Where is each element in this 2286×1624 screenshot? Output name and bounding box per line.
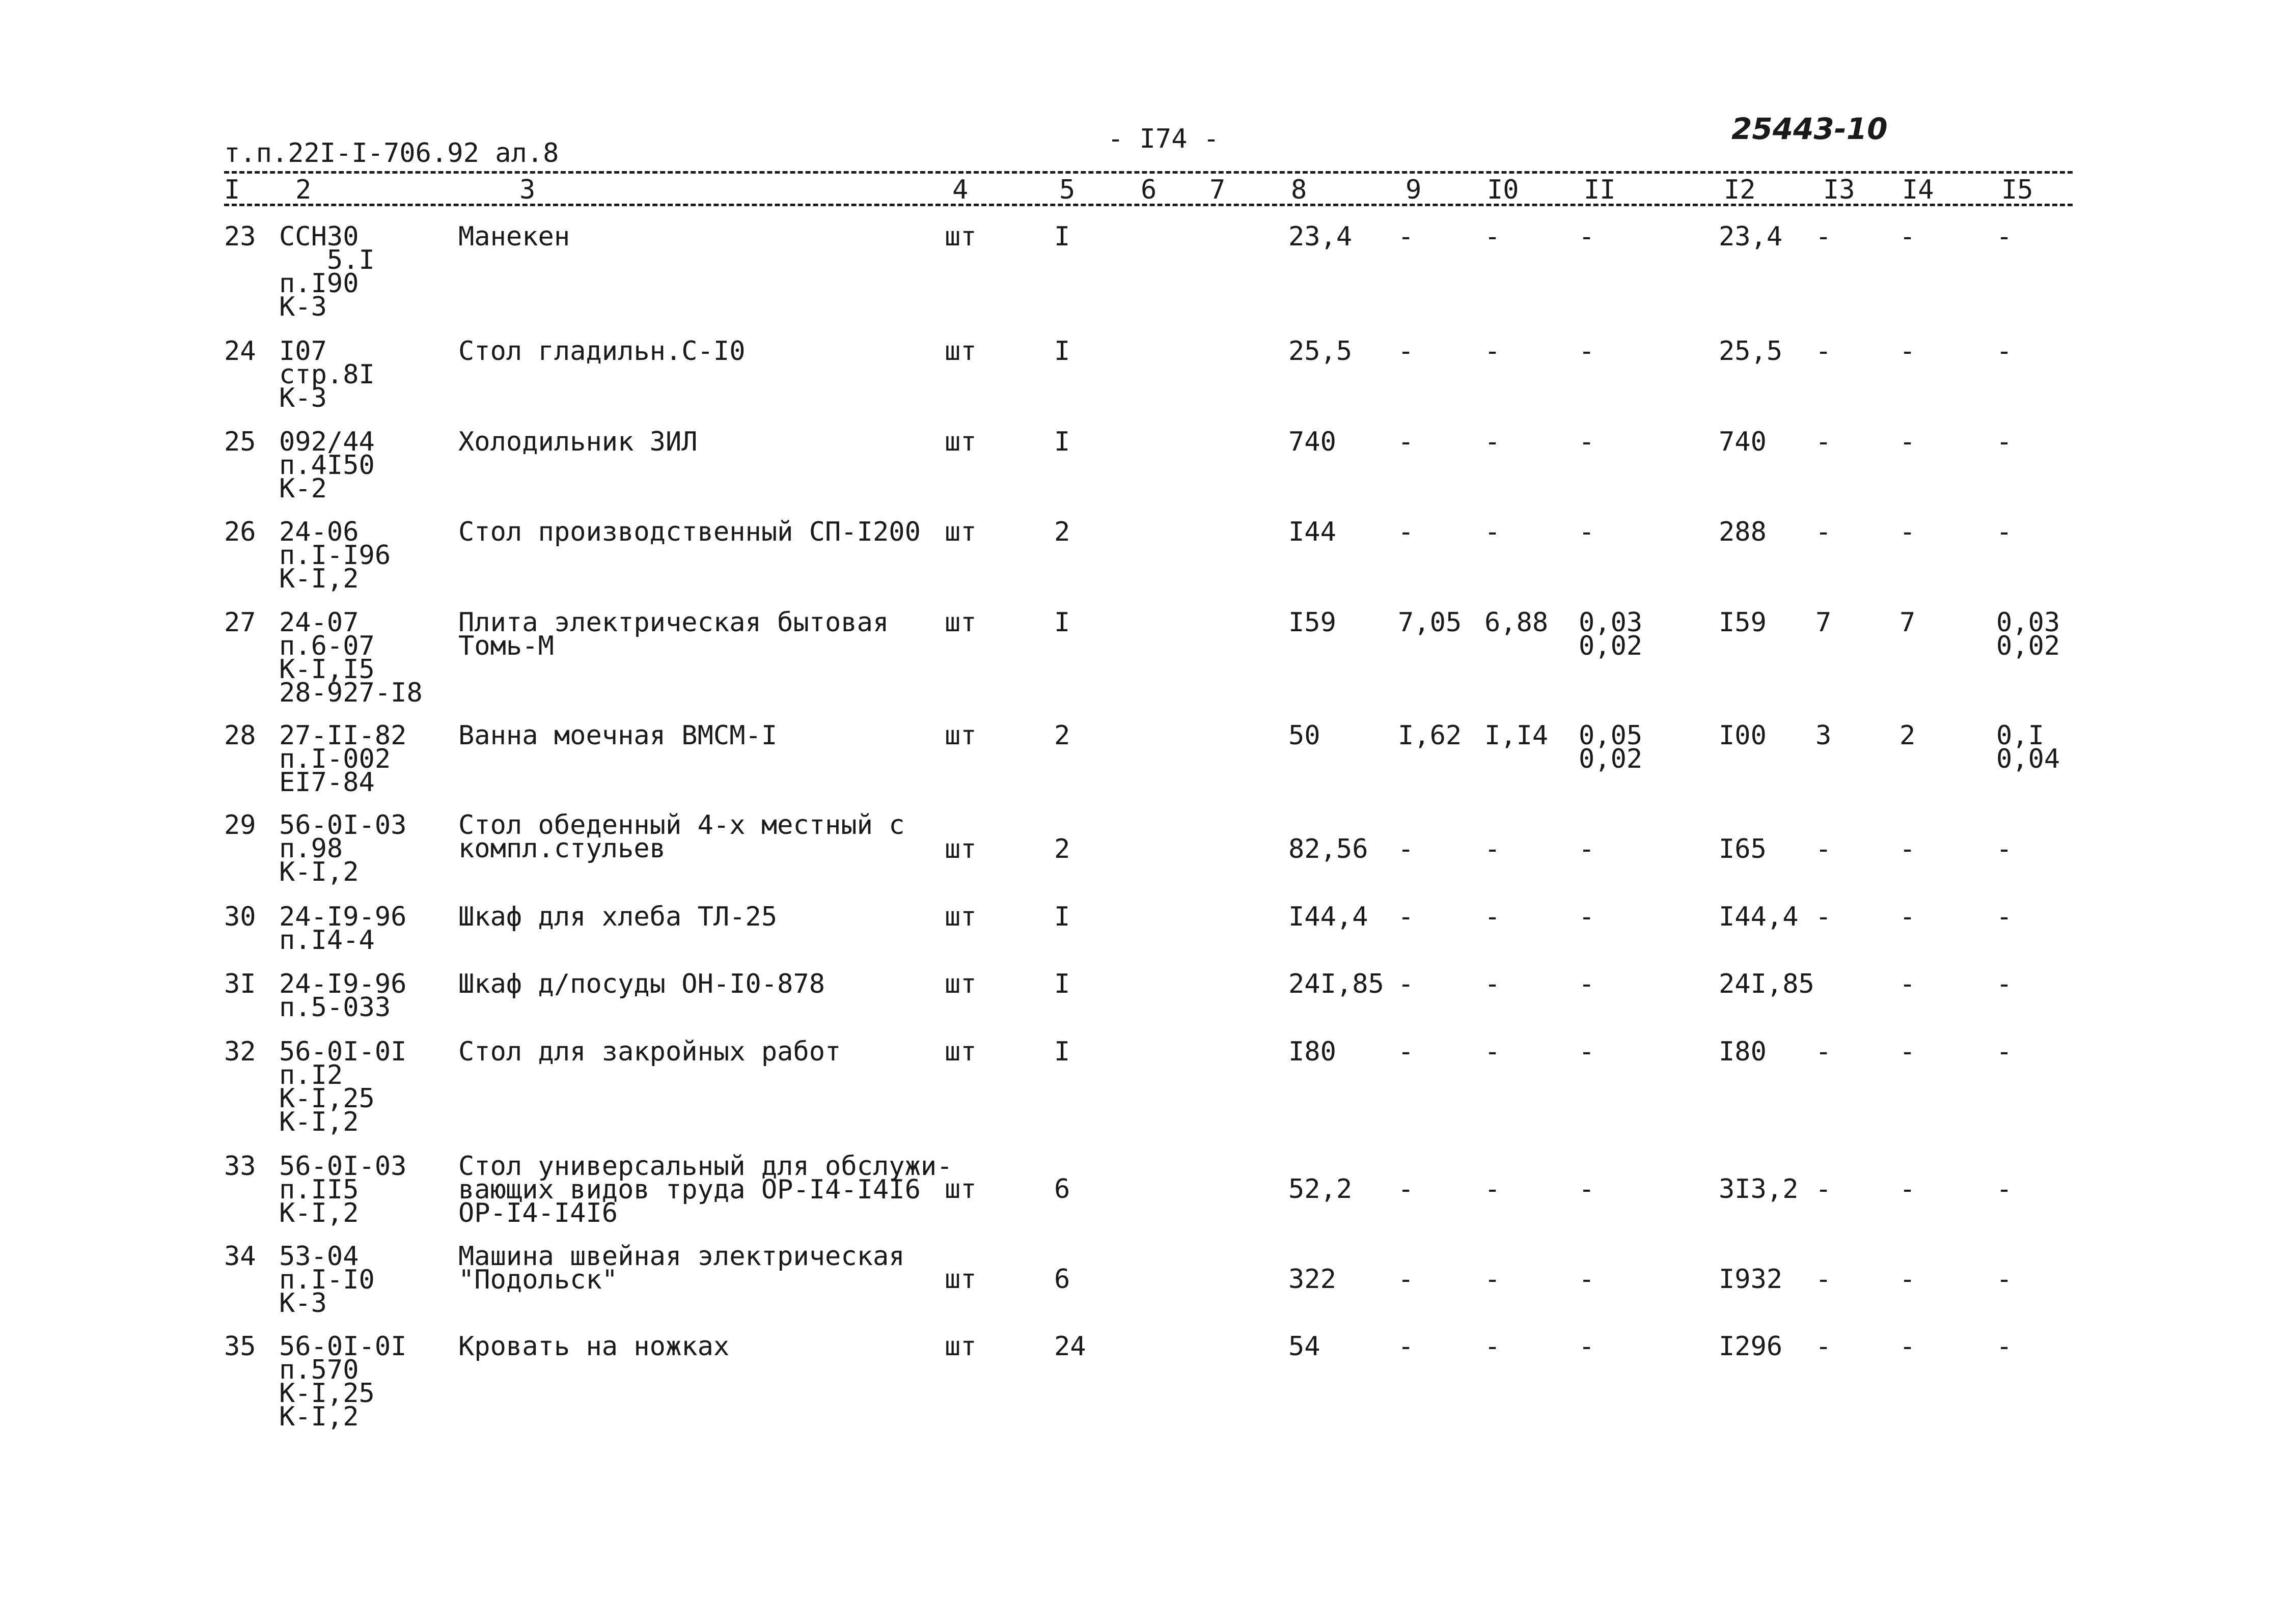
quantity: 2 [1054, 720, 1070, 751]
price-reference: 24-07 п.6-07 К-I,I5 28-927-I8 [279, 607, 423, 708]
col13-value: - [1815, 902, 1832, 932]
col13-value: - [1815, 1174, 1832, 1205]
col8-value: 322 [1288, 1264, 1336, 1295]
unit: шт [945, 1331, 977, 1362]
col12-value: I44,4 [1719, 902, 1799, 932]
col10-value: - [1484, 969, 1501, 999]
price-reference: I07 стр.8I К-3 [279, 336, 375, 413]
col8-value: I44 [1288, 517, 1336, 547]
price-reference: 56-0I-0I п.I2 К-I,25 К-I,2 [279, 1037, 407, 1137]
quantity: 6 [1054, 1174, 1070, 1205]
item-name: Кровать на ножках [458, 1331, 730, 1362]
col10-value: - [1484, 1037, 1501, 1067]
row-number: 30 [224, 902, 256, 932]
col14-value: - [1899, 1331, 1916, 1362]
col10-value: - [1484, 1174, 1501, 1205]
col10-value: - [1484, 221, 1501, 252]
item-name: Стол универсальный для обслужи- вающих видов труда ОР-I4-I4I6 ОР-I4-I4I6 [458, 1151, 953, 1228]
col12-value: 740 [1719, 427, 1767, 457]
col15-value: - [1996, 427, 2013, 457]
column-header: 4 [952, 175, 969, 205]
unit: шт [945, 427, 977, 457]
unit: шт [945, 1037, 977, 1067]
item-name: Стол для закройных работ [458, 1037, 841, 1067]
item-name: Стол производственный СП-I200 [458, 517, 921, 547]
unit: шт [945, 221, 977, 252]
price-reference: 56-0I-0I п.570 К-I,25 К-I,2 [279, 1331, 407, 1432]
col8-value: 24I,85 [1288, 969, 1384, 999]
col9-value: - [1398, 517, 1414, 547]
col14-value: 7 [1899, 607, 1916, 638]
row-number: 32 [224, 1037, 256, 1067]
item-name: Шкаф д/посуды ОН-I0-878 [458, 969, 825, 999]
col12-value: I932 [1719, 1264, 1783, 1295]
col9-value: - [1398, 336, 1414, 367]
col10-value: - [1484, 1264, 1501, 1295]
col12-value: I00 [1719, 720, 1767, 751]
document-code-reference: т.п.22I-I-706.92 ал.8 [224, 138, 559, 169]
col8-value: I80 [1288, 1037, 1336, 1067]
col12-value: 25,5 [1719, 336, 1783, 367]
price-reference: 24-I9-96 п.5-033 [279, 969, 407, 1023]
col9-value: - [1398, 834, 1414, 864]
price-reference: 27-II-82 п.I-002 ЕI7-84 [279, 720, 407, 798]
row-number: 28 [224, 720, 256, 751]
col13-value: 7 [1815, 607, 1832, 638]
col14-value: - [1899, 427, 1916, 457]
col10-value: - [1484, 336, 1501, 367]
col8-value: 740 [1288, 427, 1336, 457]
row-number: 24 [224, 336, 256, 367]
column-header: I5 [2001, 175, 2033, 205]
quantity: 24 [1054, 1331, 1086, 1362]
column-header: I [224, 175, 240, 205]
col9-value: - [1398, 1331, 1414, 1362]
col8-value: 23,4 [1288, 221, 1353, 252]
price-reference: 24-06 п.I-I96 К-I,2 [279, 517, 391, 594]
col15-value: - [1996, 1331, 2013, 1362]
col14-value: - [1899, 517, 1916, 547]
quantity: I [1054, 902, 1070, 932]
price-reference: 092/44 п.4I50 К-2 [279, 427, 375, 504]
price-reference: 24-I9-96 п.I4-4 [279, 902, 407, 956]
col10-value: 6,88 [1484, 607, 1549, 638]
column-header: I4 [1902, 175, 1934, 205]
col8-value: 82,56 [1288, 834, 1368, 864]
row-number: 23 [224, 221, 256, 252]
col12-value: 23,4 [1719, 221, 1783, 252]
handwritten-inventory-number: 25443-10 [1731, 111, 1888, 146]
item-name: Стол обеденный 4-х местный с компл.стульев [458, 810, 905, 864]
col8-value: I59 [1288, 607, 1336, 638]
col13-value: - [1815, 834, 1832, 864]
col13-value: - [1815, 221, 1832, 252]
col9-value: - [1398, 221, 1414, 252]
item-name: Ванна моечная ВМСМ-I [458, 720, 778, 751]
column-header: I2 [1724, 175, 1756, 205]
col11-value: - [1579, 221, 1595, 252]
quantity: 2 [1054, 517, 1070, 547]
col9-value: - [1398, 969, 1414, 999]
row-number: 35 [224, 1331, 256, 1362]
quantity: 2 [1054, 834, 1070, 864]
unit: шт [945, 969, 977, 999]
column-header: I3 [1823, 175, 1855, 205]
col14-value: - [1899, 336, 1916, 367]
row-number: 27 [224, 607, 256, 638]
col8-value: 50 [1288, 720, 1320, 751]
col15-value: - [1996, 902, 2013, 932]
column-header: II [1584, 175, 1616, 205]
col11-value: - [1579, 427, 1595, 457]
unit: шт [945, 1264, 977, 1295]
row-number: 33 [224, 1151, 256, 1182]
col13-value: - [1815, 336, 1832, 367]
col12-value: I59 [1719, 607, 1767, 638]
col15-value: - [1996, 1264, 2013, 1295]
unit: шт [945, 720, 977, 751]
item-name: Стол гладильн.С-I0 [458, 336, 746, 367]
col10-value: - [1484, 427, 1501, 457]
column-header: 2 [295, 175, 312, 205]
col15-value: - [1996, 969, 2013, 999]
column-header: 6 [1141, 175, 1157, 205]
col13-value: - [1815, 1037, 1832, 1067]
col9-value: - [1398, 1037, 1414, 1067]
col10-value: - [1484, 517, 1501, 547]
price-reference: 56-0I-03 п.II5 К-I,2 [279, 1151, 407, 1228]
col9-value: - [1398, 1264, 1414, 1295]
column-header: 3 [519, 175, 536, 205]
col14-value: - [1899, 902, 1916, 932]
col12-value: 3I3,2 [1719, 1174, 1799, 1205]
col14-value: - [1899, 1174, 1916, 1205]
col9-value: I,62 [1398, 720, 1462, 751]
col15-value: - [1996, 221, 2013, 252]
col11-value: - [1579, 517, 1595, 547]
col15-value: 0,I 0,04 [1996, 720, 2060, 774]
quantity: I [1054, 336, 1070, 367]
col15-value: - [1996, 336, 2013, 367]
row-number: 26 [224, 517, 256, 547]
item-name: Холодильник ЗИЛ [458, 427, 698, 457]
col8-value: 54 [1288, 1331, 1320, 1362]
col15-value: - [1996, 1037, 2013, 1067]
price-reference: 53-04 п.I-I0 К-3 [279, 1241, 375, 1319]
col11-value: - [1579, 969, 1595, 999]
col13-value: - [1815, 427, 1832, 457]
column-header: 9 [1406, 175, 1422, 205]
col14-value: - [1899, 221, 1916, 252]
item-name: Плита электрическая бытовая Томь-М [458, 607, 889, 661]
col11-value: - [1579, 902, 1595, 932]
quantity: I [1054, 427, 1070, 457]
quantity: I [1054, 221, 1070, 252]
quantity: I [1054, 607, 1070, 638]
price-reference: 56-0I-03 п.98 К-I,2 [279, 810, 407, 887]
col14-value: - [1899, 1037, 1916, 1067]
item-name: Шкаф для хлеба ТЛ-25 [458, 902, 778, 932]
col13-value: - [1815, 517, 1832, 547]
col11-value: 0,03 0,02 [1579, 607, 1643, 661]
unit: шт [945, 834, 977, 864]
column-header: 8 [1291, 175, 1307, 205]
col12-value: 24I,85 [1719, 969, 1814, 999]
col15-value: - [1996, 1174, 2013, 1205]
col10-value: I,I4 [1484, 720, 1549, 751]
column-header: I0 [1487, 175, 1519, 205]
quantity: I [1054, 1037, 1070, 1067]
col13-value: 3 [1815, 720, 1832, 751]
col8-value: 25,5 [1288, 336, 1353, 367]
quantity: 6 [1054, 1264, 1070, 1295]
col10-value: - [1484, 834, 1501, 864]
unit: шт [945, 1174, 977, 1205]
col12-value: 288 [1719, 517, 1767, 547]
row-number: 3I [224, 969, 256, 999]
col9-value: - [1398, 1174, 1414, 1205]
col14-value: 2 [1899, 720, 1916, 751]
page-number: - I74 - [1108, 124, 1220, 154]
col11-value: - [1579, 1174, 1595, 1205]
col12-value: I80 [1719, 1037, 1767, 1067]
unit: шт [945, 607, 977, 638]
col11-value: - [1579, 1264, 1595, 1295]
unit: шт [945, 517, 977, 547]
quantity: I [1054, 969, 1070, 999]
row-number: 34 [224, 1241, 256, 1272]
col9-value: - [1398, 902, 1414, 932]
col15-value: 0,03 0,02 [1996, 607, 2060, 661]
column-header: 5 [1059, 175, 1076, 205]
col12-value: I65 [1719, 834, 1767, 864]
col14-value: - [1899, 969, 1916, 999]
col13-value: - [1815, 1331, 1832, 1362]
col11-value: - [1579, 1037, 1595, 1067]
col9-value: 7,05 [1398, 607, 1462, 638]
col13-value: - [1815, 1264, 1832, 1295]
col11-value: - [1579, 1331, 1595, 1362]
col9-value: - [1398, 427, 1414, 457]
col11-value: - [1579, 834, 1595, 864]
col15-value: - [1996, 834, 2013, 864]
row-number: 29 [224, 810, 256, 841]
col15-value: - [1996, 517, 2013, 547]
col10-value: - [1484, 1331, 1501, 1362]
col8-value: 52,2 [1288, 1174, 1353, 1205]
col11-value: 0,05 0,02 [1579, 720, 1643, 774]
col8-value: I44,4 [1288, 902, 1368, 932]
price-reference: ССН30 5.I п.I90 К-3 [279, 221, 375, 322]
unit: шт [945, 902, 977, 932]
col12-value: I296 [1719, 1331, 1783, 1362]
item-name: Манекен [458, 221, 570, 252]
unit: шт [945, 336, 977, 367]
item-name: Машина швейная электрическая "Подольск" [458, 1241, 905, 1295]
row-number: 25 [224, 427, 256, 457]
col10-value: - [1484, 902, 1501, 932]
col14-value: - [1899, 1264, 1916, 1295]
col11-value: - [1579, 336, 1595, 367]
column-header: 7 [1209, 175, 1226, 205]
col14-value: - [1899, 834, 1916, 864]
header-divider [224, 171, 2073, 174]
